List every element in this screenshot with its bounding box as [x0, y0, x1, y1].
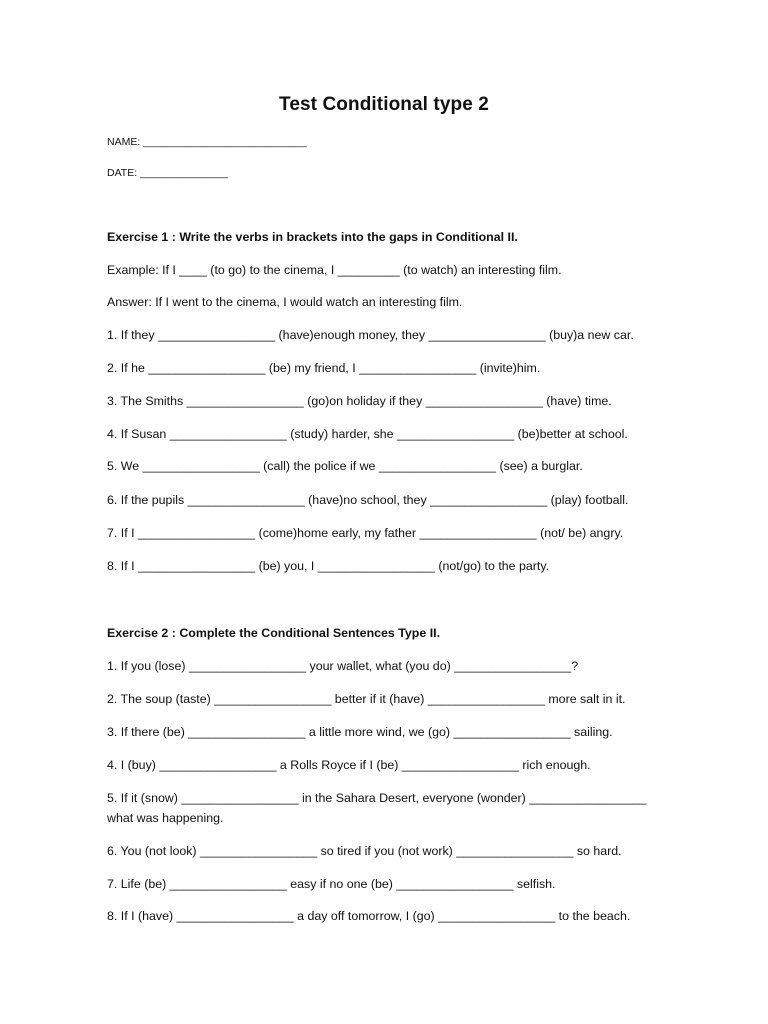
exercise2-item: 7. Life (be) _________________ easy if no one (be) _________________ selfish.	[107, 877, 556, 891]
exercise2-item: 4. I (buy) _________________ a Rolls Royce if I (be) _________________ rich enough.	[107, 758, 591, 772]
exercise1-item: 4. If Susan _________________ (study) harder, she _________________ (be)better at school.	[107, 427, 628, 441]
exercise1-item: 7. If I _________________ (come)home early, my father _________________ (not/ be) angry.	[107, 526, 624, 540]
exercise1-heading: Exercise 1 : Write the verbs in brackets into the gaps in Conditional II.	[107, 230, 518, 244]
date-field-line: DATE: _______________	[107, 167, 228, 179]
exercise1-example: Example: If I ____ (to go) to the cinema, I _________ (to watch) an interesting film.	[107, 263, 562, 277]
exercise2-item: 8. If I (have) _________________ a day off tomorrow, I (go) _________________ to the beach.	[107, 909, 631, 923]
name-field-line: NAME: ____________________________	[107, 136, 307, 148]
exercise1-item: 3. The Smiths _________________ (go)on holiday if they _________________ (have) time.	[107, 394, 612, 408]
exercise1-item: 6. If the pupils _________________ (have)no school, they _________________ (play) football.	[107, 493, 629, 507]
exercise2-item: 1. If you (lose) _________________ your wallet, what (you do) _________________?	[107, 659, 579, 673]
exercise2-item: 5. If it (snow) _________________ in the Sahara Desert, everyone (wonder) _________________	[107, 791, 647, 805]
exercise2-item-continuation: what was happening.	[107, 811, 224, 825]
exercise1-item: 8. If I _________________ (be) you, I _________________ (not/go) to the party.	[107, 559, 550, 573]
exercise2-item: 6. You (not look) _________________ so tired if you (not work) _________________ so hard.	[107, 844, 622, 858]
exercise1-answer: Answer: If I went to the cinema, I would watch an interesting film.	[107, 295, 463, 309]
exercise1-item: 5. We _________________ (call) the police if we _________________ (see) a burglar.	[107, 459, 583, 473]
exercise2-heading: Exercise 2 : Complete the Conditional Sentences Type II.	[107, 626, 441, 640]
exercise1-item: 1. If they _________________ (have)enough money, they _________________ (buy)a new car.	[107, 328, 634, 342]
page-title: Test Conditional type 2	[279, 94, 489, 115]
exercise2-item: 2. The soup (taste) _________________ better if it (have) _________________ more salt in it.	[107, 692, 626, 706]
exercise2-item: 3. If there (be) _________________ a little more wind, we (go) _________________ sailing.	[107, 725, 613, 739]
exercise1-item: 2. If he _________________ (be) my friend, I _________________ (invite)him.	[107, 361, 541, 375]
